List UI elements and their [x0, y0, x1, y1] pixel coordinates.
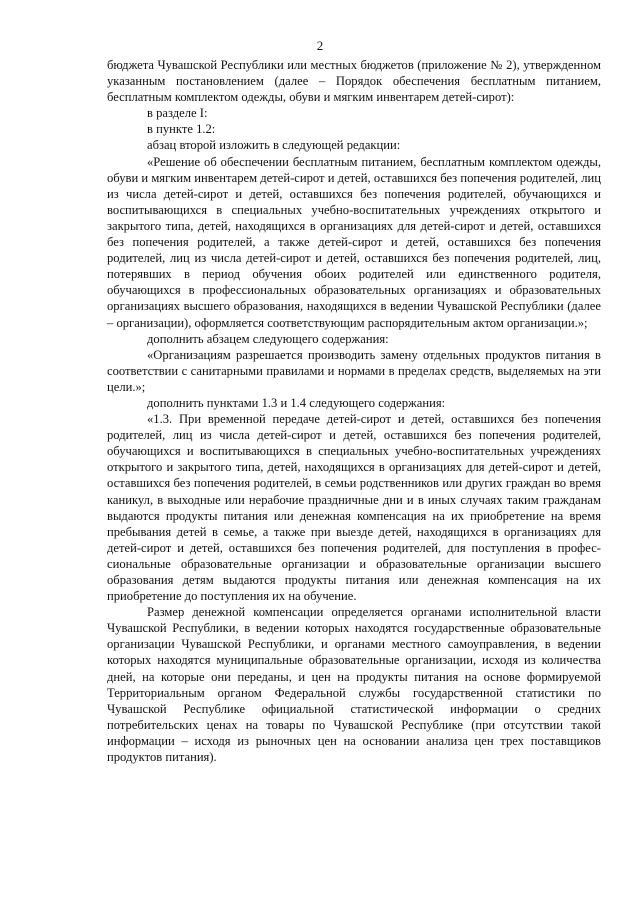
page-number: 2 — [316, 38, 324, 53]
paragraph: в разделе I: — [147, 106, 208, 121]
paragraph: дополнить пунктами 1.3 и 1.4 следующего содержания: — [147, 395, 446, 410]
paragraph: «Организациям разрешается производить замену отдельных продуктов питания в соответствии с санитарными правилами и нормами в пределах средств, выделяемых на эти цели.»; — [107, 347, 601, 394]
paragraph: «1.3. При временной передаче детей-сирот и детей, оставшихся без попечения родителей, лиц из числа детей-сирот и детей, оставшихся без попечения родителей, обучающихся и воспитывающихся в специальных учебно-воспитательных учреждениях открытого и закрытого типа, детей, находящихся в организациях для детей-сирот и детей, оставшихся без попечения родителей, в семьи родственников или других граждан во время каникул, в выходные или нерабочие праздничные дни и в иных случаях таким гражданам выдаются продукты питания или денежная компенсация на их приобретение на время пребывания детей в семье, а также при выезде детей, находящихся в организациях для детей-сирот и детей, оставшихся без попечения родителей, для поступления в профессиональные образовательные организации и образовательные организации высшего образования детям выдаются продукты питания или денежная компенсация на их приобретение до поступления их на обучение. — [107, 412, 601, 604]
paragraph: бюджета Чувашской Республики или местных бюджетов (приложение № 2), утвержденном указанным постановлением (далее – Порядок обеспечения бесплатным питанием, бесплатным комплектом одежды, обуви и мягким инвентарем детей-сирот): — [107, 58, 601, 105]
paragraph: Размер денежной компенсации определяется органами исполнительной власти Чувашской Республики, в ведении которых находятся государственные образовательные организации Чувашской Республики, и органами местного самоуправления, в ведении которых находятся муниципальные образовательные организации, исходя из количества дней, на которые они переданы, и цен на продукты питания на основе формируемой Территориальным органом Федеральной службы государственной статистики по Чувашской Республике официальной статистической информации о средних потребительских ценах на товары по Чувашской Республике (при отсутствии такой информации – исходя из рыночных цен на основании анализа цен трех поставщиков продуктов питания). — [107, 605, 601, 765]
paragraph: в пункте 1.2: — [147, 122, 216, 137]
document-body — [107, 57, 601, 765]
paragraph: абзац второй изложить в следующей редакции: — [147, 138, 401, 153]
paragraph: дополнить абзацем следующего содержания: — [147, 331, 389, 346]
paragraph: «Решение об обеспечении бесплатным питанием, бесплатным комплектом одежды, обуви и мягким инвентарем детей-сирот и детей, оставшихся без попечения родителей, лиц из числа детей-сирот и детей, оставшихся без попечения родителей, обучающихся и воспитывающихся в специальных учебно-воспитательных учреждениях открытого и закрытого типа, детей, находящихся в организациях для детей-сирот и детей, оставшихся без попечения родителей, а также детей-сирот и детей, оставшихся без попечения родителей, лиц из числа детей-сирот и детей, оставшихся без попечения родителей, лиц, потерявших в период обучения обоих родителей или единственного родителя, обучающихся в профессиональных образовательных организациях и образовательных организациях высшего образования, находящихся в ведении Чувашской Республики (далее – организации), оформляется соответствующим распорядительным актом организации.»; — [107, 154, 601, 330]
